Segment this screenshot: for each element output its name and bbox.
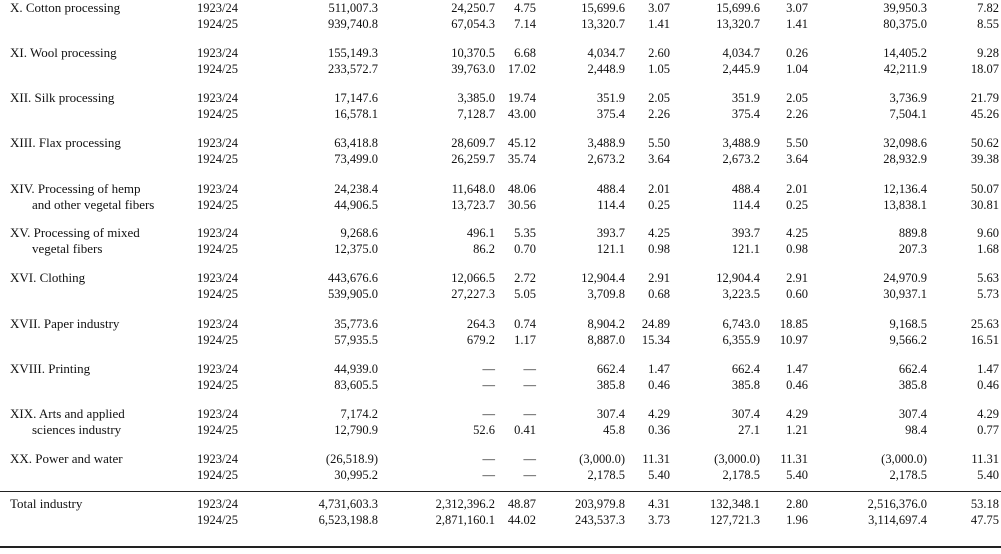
share-total-cell: 9.60 <box>977 226 999 240</box>
value-cell: 443,676.6 <box>328 271 378 285</box>
value-cell: 4,731,603.3 <box>318 497 378 511</box>
share-c-cell: 5.50 <box>786 136 808 150</box>
share-a-cell: 19.74 <box>507 91 536 105</box>
amount-a-cell: 10,370.5 <box>451 46 495 60</box>
share-total-cell: 11.31 <box>971 452 999 466</box>
fiscal-year: 1924/25 <box>197 423 238 437</box>
amount-total-cell: 207.3 <box>898 242 927 256</box>
amount-b-cell: 114.4 <box>597 198 625 212</box>
fiscal-year: 1924/25 <box>197 242 238 256</box>
amount-b-cell: (3,000.0) <box>579 452 625 466</box>
share-b-cell: 0.36 <box>648 423 670 437</box>
fiscal-year: 1924/25 <box>197 333 238 347</box>
share-a-cell: — <box>523 378 536 392</box>
amount-c-cell: 121.1 <box>731 242 760 256</box>
share-a-cell: 43.00 <box>507 107 536 121</box>
amount-c-cell: 307.4 <box>731 407 760 421</box>
industry-label: XIX. Arts and applied <box>10 406 125 421</box>
share-a-cell: 48.06 <box>507 182 536 196</box>
share-total-cell: 47.75 <box>970 513 999 527</box>
share-b-cell: 4.25 <box>648 226 670 240</box>
amount-a-cell: 11,648.0 <box>451 182 495 196</box>
amount-total-cell: 9,168.5 <box>889 317 927 331</box>
value-cell: 44,939.0 <box>334 362 378 376</box>
share-b-cell: 2.26 <box>648 107 670 121</box>
fiscal-year: 1924/25 <box>197 513 238 527</box>
share-c-cell: 0.98 <box>786 242 808 256</box>
share-total-cell: 21.79 <box>970 91 999 105</box>
amount-a-cell: 86.2 <box>473 242 495 256</box>
amount-total-cell: 307.4 <box>898 407 927 421</box>
industry-label: XV. Processing of mixed <box>10 225 140 240</box>
share-total-cell: 0.77 <box>977 423 999 437</box>
amount-total-cell: 2,516,376.0 <box>867 497 927 511</box>
amount-b-cell: 662.4 <box>596 362 625 376</box>
share-total-cell: 1.68 <box>977 242 999 256</box>
amount-c-cell: 6,743.0 <box>722 317 760 331</box>
share-total-cell: 1.47 <box>977 362 999 376</box>
amount-b-cell: 121.1 <box>596 242 625 256</box>
amount-b-cell: 8,904.2 <box>587 317 625 331</box>
amount-a-cell: — <box>482 468 495 482</box>
amount-b-cell: 13,320.7 <box>581 17 625 31</box>
bottom-rule <box>0 546 1001 548</box>
fiscal-year: 1924/25 <box>197 468 238 482</box>
amount-c-cell: 114.4 <box>732 198 760 212</box>
amount-a-cell: 2,871,160.1 <box>435 513 495 527</box>
amount-c-cell: 375.4 <box>731 107 760 121</box>
amount-total-cell: 39,950.3 <box>883 1 927 15</box>
value-cell: 63,418.8 <box>334 136 378 150</box>
amount-b-cell: 488.4 <box>596 182 625 196</box>
amount-c-cell: 662.4 <box>731 362 760 376</box>
amount-b-cell: 4,034.7 <box>587 46 625 60</box>
share-total-cell: 7.82 <box>977 1 999 15</box>
fiscal-year: 1923/24 <box>197 407 238 421</box>
amount-a-cell: 39,763.0 <box>451 62 495 76</box>
share-c-cell: 2.80 <box>786 497 808 511</box>
amount-a-cell: 3,385.0 <box>457 91 495 105</box>
fiscal-year: 1924/25 <box>197 287 238 301</box>
industry-label: vegetal fibers <box>32 241 103 256</box>
amount-c-cell: 2,673.2 <box>722 152 760 166</box>
amount-c-cell: 6,355.9 <box>722 333 760 347</box>
share-a-cell: 44.02 <box>507 513 536 527</box>
share-total-cell: 18.07 <box>970 62 999 76</box>
share-c-cell: 1.47 <box>786 362 808 376</box>
share-c-cell: 0.46 <box>786 378 808 392</box>
share-total-cell: 50.07 <box>970 182 999 196</box>
amount-total-cell: 28,932.9 <box>883 152 927 166</box>
share-b-cell: 3.07 <box>648 1 670 15</box>
share-c-cell: 1.21 <box>786 423 808 437</box>
value-cell: 83,605.5 <box>334 378 378 392</box>
amount-c-cell: 393.7 <box>731 226 760 240</box>
amount-a-cell: 12,066.5 <box>451 271 495 285</box>
industry-label: XI. Wool processing <box>10 45 117 60</box>
industry-label: XII. Silk processing <box>10 90 115 105</box>
amount-a-cell: — <box>482 378 495 392</box>
fiscal-year: 1923/24 <box>197 271 238 285</box>
share-a-cell: 30.56 <box>507 198 536 212</box>
amount-total-cell: 385.8 <box>898 378 927 392</box>
amount-a-cell: 13,723.7 <box>451 198 495 212</box>
value-cell: 24,238.4 <box>334 182 378 196</box>
amount-c-cell: 2,178.5 <box>722 468 760 482</box>
share-c-cell: 4.25 <box>786 226 808 240</box>
amount-c-cell: (3,000.0) <box>714 452 760 466</box>
amount-b-cell: 3,709.8 <box>587 287 625 301</box>
fiscal-year: 1923/24 <box>197 226 238 240</box>
amount-c-cell: 3,488.9 <box>722 136 760 150</box>
share-a-cell: — <box>523 407 536 421</box>
amount-c-cell: 15,699.6 <box>716 1 760 15</box>
share-a-cell: — <box>523 468 536 482</box>
amount-total-cell: 889.8 <box>898 226 927 240</box>
share-total-cell: 5.73 <box>977 287 999 301</box>
value-cell: 233,572.7 <box>328 62 378 76</box>
amount-c-cell: 12,904.4 <box>716 271 760 285</box>
value-cell: 9,268.6 <box>340 226 378 240</box>
value-cell: 30,995.2 <box>334 468 378 482</box>
amount-a-cell: 2,312,396.2 <box>435 497 495 511</box>
amount-a-cell: 496.1 <box>466 226 495 240</box>
share-a-cell: 6.68 <box>514 46 536 60</box>
amount-a-cell: 67,054.3 <box>451 17 495 31</box>
value-cell: 155,149.3 <box>328 46 378 60</box>
share-total-cell: 30.81 <box>970 198 999 212</box>
share-total-cell: 25.63 <box>970 317 999 331</box>
share-a-cell: 1.17 <box>514 333 536 347</box>
amount-b-cell: 2,448.9 <box>587 62 625 76</box>
amount-b-cell: 351.9 <box>596 91 625 105</box>
amount-b-cell: 8,887.0 <box>587 333 625 347</box>
value-cell: 35,773.6 <box>334 317 378 331</box>
share-c-cell: 1.96 <box>786 513 808 527</box>
industry-label: XX. Power and water <box>10 451 123 466</box>
value-cell: 539,905.0 <box>328 287 378 301</box>
value-cell: 511,007.3 <box>328 1 378 15</box>
share-total-cell: 50.62 <box>970 136 999 150</box>
amount-a-cell: 679.2 <box>466 333 495 347</box>
share-c-cell: 11.31 <box>780 452 808 466</box>
amount-a-cell: — <box>482 452 495 466</box>
amount-a-cell: 26,259.7 <box>451 152 495 166</box>
share-c-cell: 5.40 <box>786 468 808 482</box>
share-c-cell: 2.91 <box>786 271 808 285</box>
fiscal-year: 1923/24 <box>197 452 238 466</box>
amount-total-cell: 24,970.9 <box>883 271 927 285</box>
amount-b-cell: 15,699.6 <box>581 1 625 15</box>
fiscal-year: 1923/24 <box>197 46 238 60</box>
share-c-cell: 2.26 <box>786 107 808 121</box>
amount-b-cell: 307.4 <box>596 407 625 421</box>
industry-label: XVI. Clothing <box>10 270 86 285</box>
share-b-cell: 15.34 <box>641 333 670 347</box>
share-c-cell: 2.01 <box>786 182 808 196</box>
share-c-cell: 2.05 <box>786 91 808 105</box>
fiscal-year: 1924/25 <box>197 62 238 76</box>
industry-label: XVII. Paper industry <box>10 316 120 331</box>
total-separator-rule <box>0 491 1001 492</box>
share-total-cell: 9.28 <box>977 46 999 60</box>
share-total-cell: 39.38 <box>970 152 999 166</box>
value-cell: 44,906.5 <box>334 198 378 212</box>
fiscal-year: 1923/24 <box>197 182 238 196</box>
amount-c-cell: 4,034.7 <box>722 46 760 60</box>
value-cell: 73,499.0 <box>334 152 378 166</box>
amount-total-cell: 9,566.2 <box>889 333 927 347</box>
share-total-cell: 5.40 <box>977 468 999 482</box>
share-total-cell: 45.26 <box>970 107 999 121</box>
share-total-cell: 8.55 <box>977 17 999 31</box>
value-cell: (26,518.9) <box>325 452 378 466</box>
share-total-cell: 4.29 <box>977 407 999 421</box>
amount-total-cell: 3,736.9 <box>889 91 927 105</box>
share-c-cell: 18.85 <box>779 317 808 331</box>
industry-label: X. Cotton processing <box>10 0 121 15</box>
share-c-cell: 1.04 <box>786 62 808 76</box>
share-b-cell: 3.64 <box>648 152 670 166</box>
amount-total-cell: (3,000.0) <box>881 452 927 466</box>
fiscal-year: 1923/24 <box>197 362 238 376</box>
amount-c-cell: 2,445.9 <box>722 62 760 76</box>
amount-a-cell: 27,227.3 <box>451 287 495 301</box>
value-cell: 7,174.2 <box>340 407 378 421</box>
share-a-cell: 0.70 <box>514 242 536 256</box>
amount-b-cell: 12,904.4 <box>581 271 625 285</box>
fiscal-year: 1924/25 <box>197 198 238 212</box>
industry-label: Total industry <box>10 496 83 511</box>
share-a-cell: 0.74 <box>514 317 536 331</box>
share-b-cell: 0.46 <box>648 378 670 392</box>
share-c-cell: 0.25 <box>786 198 808 212</box>
share-b-cell: 0.25 <box>648 198 670 212</box>
fiscal-year: 1923/24 <box>197 1 238 15</box>
share-b-cell: 3.73 <box>648 513 670 527</box>
amount-b-cell: 203,979.8 <box>575 497 625 511</box>
industry-label: XVIII. Printing <box>10 361 91 376</box>
amount-a-cell: 264.3 <box>466 317 495 331</box>
amount-total-cell: 2,178.5 <box>889 468 927 482</box>
share-c-cell: 3.64 <box>786 152 808 166</box>
fiscal-year: 1924/25 <box>197 152 238 166</box>
share-a-cell: 4.75 <box>514 1 536 15</box>
fiscal-year: 1924/25 <box>197 378 238 392</box>
share-a-cell: 2.72 <box>514 271 536 285</box>
amount-total-cell: 3,114,697.4 <box>868 513 927 527</box>
share-b-cell: 5.40 <box>648 468 670 482</box>
share-total-cell: 53.18 <box>970 497 999 511</box>
amount-total-cell: 30,937.1 <box>883 287 927 301</box>
share-a-cell: 5.35 <box>514 226 536 240</box>
amount-c-cell: 127,721.3 <box>710 513 760 527</box>
amount-a-cell: 28,609.7 <box>451 136 495 150</box>
share-a-cell: 48.87 <box>507 497 536 511</box>
amount-a-cell: 24,250.7 <box>451 1 495 15</box>
share-c-cell: 10.97 <box>779 333 808 347</box>
amount-c-cell: 132,348.1 <box>710 497 760 511</box>
amount-a-cell: — <box>482 407 495 421</box>
share-b-cell: 1.41 <box>648 17 670 31</box>
share-c-cell: 3.07 <box>786 1 808 15</box>
industry-label: XIII. Flax processing <box>10 135 121 150</box>
amount-b-cell: 243,537.3 <box>575 513 625 527</box>
amount-total-cell: 662.4 <box>898 362 927 376</box>
share-a-cell: 0.41 <box>514 423 536 437</box>
amount-b-cell: 375.4 <box>596 107 625 121</box>
share-total-cell: 16.51 <box>970 333 999 347</box>
value-cell: 57,935.5 <box>334 333 378 347</box>
share-c-cell: 4.29 <box>786 407 808 421</box>
fiscal-year: 1924/25 <box>197 107 238 121</box>
amount-total-cell: 42,211.9 <box>883 62 927 76</box>
amount-total-cell: 13,838.1 <box>883 198 927 212</box>
share-b-cell: 0.98 <box>648 242 670 256</box>
amount-c-cell: 13,320.7 <box>716 17 760 31</box>
amount-b-cell: 45.8 <box>603 423 625 437</box>
amount-total-cell: 14,405.2 <box>883 46 927 60</box>
share-c-cell: 1.41 <box>786 17 808 31</box>
value-cell: 16,578.1 <box>334 107 378 121</box>
amount-c-cell: 488.4 <box>731 182 760 196</box>
share-b-cell: 1.47 <box>648 362 670 376</box>
share-b-cell: 0.68 <box>648 287 670 301</box>
share-a-cell: — <box>523 452 536 466</box>
value-cell: 12,790.9 <box>334 423 378 437</box>
industry-label: and other vegetal fibers <box>32 197 155 212</box>
share-b-cell: 5.50 <box>648 136 670 150</box>
share-total-cell: 0.46 <box>977 378 999 392</box>
share-a-cell: — <box>523 362 536 376</box>
amount-a-cell: 52.6 <box>473 423 495 437</box>
value-cell: 939,740.8 <box>328 17 378 31</box>
amount-a-cell: — <box>482 362 495 376</box>
amount-c-cell: 27.1 <box>738 423 760 437</box>
share-a-cell: 35.74 <box>507 152 536 166</box>
fiscal-year: 1924/25 <box>197 17 238 31</box>
share-total-cell: 5.63 <box>977 271 999 285</box>
share-b-cell: 24.89 <box>641 317 670 331</box>
amount-b-cell: 385.8 <box>596 378 625 392</box>
amount-b-cell: 393.7 <box>596 226 625 240</box>
share-a-cell: 45.12 <box>507 136 536 150</box>
share-b-cell: 11.31 <box>642 452 670 466</box>
fiscal-year: 1923/24 <box>197 91 238 105</box>
amount-total-cell: 98.4 <box>905 423 927 437</box>
share-b-cell: 2.91 <box>648 271 670 285</box>
value-cell: 6,523,198.8 <box>318 513 378 527</box>
amount-b-cell: 3,488.9 <box>587 136 625 150</box>
industry-label: sciences industry <box>32 422 122 437</box>
share-b-cell: 1.05 <box>648 62 670 76</box>
value-cell: 17,147.6 <box>334 91 378 105</box>
share-a-cell: 7.14 <box>514 17 536 31</box>
share-a-cell: 17.02 <box>507 62 536 76</box>
share-b-cell: 4.31 <box>648 497 670 511</box>
amount-b-cell: 2,673.2 <box>587 152 625 166</box>
amount-total-cell: 12,136.4 <box>883 182 927 196</box>
share-b-cell: 2.60 <box>648 46 670 60</box>
share-b-cell: 4.29 <box>648 407 670 421</box>
amount-total-cell: 7,504.1 <box>889 107 927 121</box>
share-a-cell: 5.05 <box>514 287 536 301</box>
fiscal-year: 1923/24 <box>197 317 238 331</box>
share-c-cell: 0.26 <box>786 46 808 60</box>
amount-c-cell: 351.9 <box>731 91 760 105</box>
amount-total-cell: 80,375.0 <box>883 17 927 31</box>
amount-c-cell: 3,223.5 <box>722 287 760 301</box>
industry-label: XIV. Processing of hemp <box>10 181 141 196</box>
share-c-cell: 0.60 <box>786 287 808 301</box>
fiscal-year: 1923/24 <box>197 136 238 150</box>
fiscal-year: 1923/24 <box>197 497 238 511</box>
amount-total-cell: 32,098.6 <box>883 136 927 150</box>
amount-c-cell: 385.8 <box>731 378 760 392</box>
amount-b-cell: 2,178.5 <box>587 468 625 482</box>
amount-a-cell: 7,128.7 <box>457 107 495 121</box>
share-b-cell: 2.05 <box>648 91 670 105</box>
value-cell: 12,375.0 <box>334 242 378 256</box>
share-b-cell: 2.01 <box>648 182 670 196</box>
